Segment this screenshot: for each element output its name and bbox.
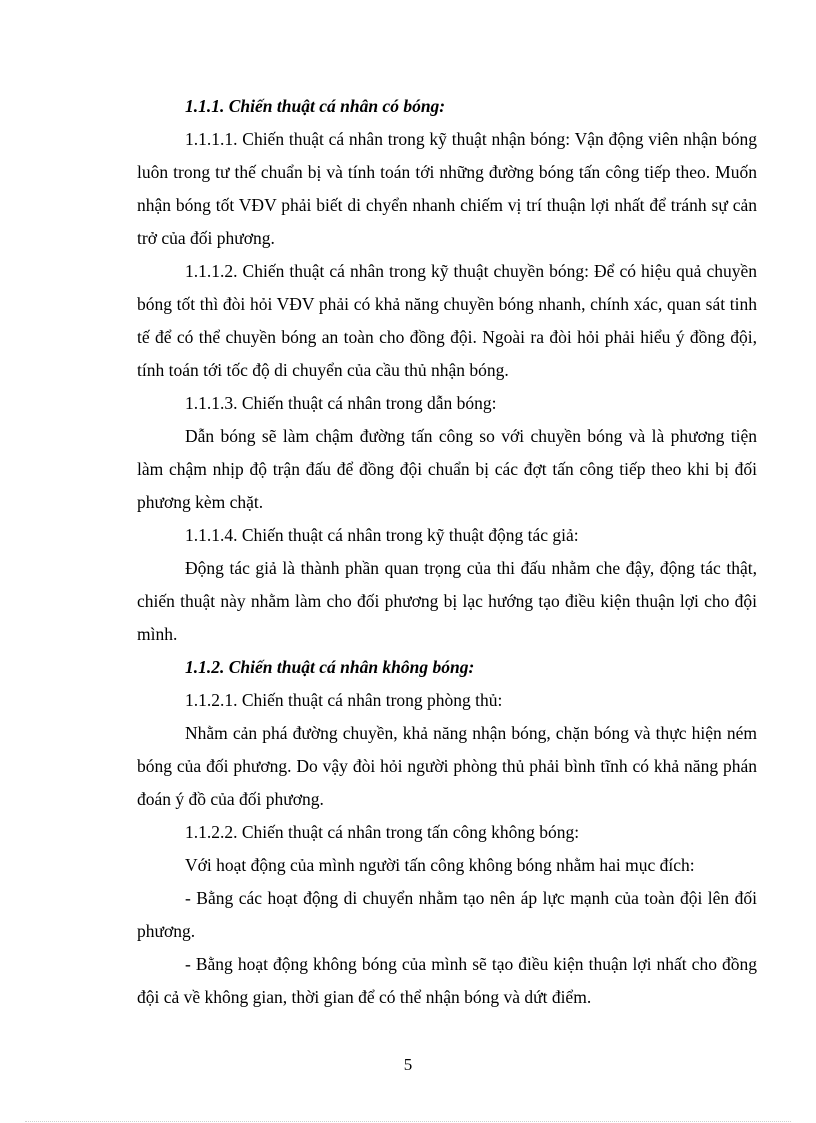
subheading-dribbling: 1.1.1.3. Chiến thuật cá nhân trong dẫn bóng: [185, 393, 497, 413]
paragraph-feint: Động tác giả là thành phần quan trọng của thi đấu nhằm che đậy, động tác thật, chiến thuật này nhằm làm cho đối phương bị lạc hướng tạo điều kiện thuận lợi cho đội mình. [137, 558, 757, 644]
list-item-pressure: - Bằng các hoạt động di chuyển nhằm tạo nên áp lực mạnh của toàn đội lên đối phương. [137, 888, 757, 941]
subheading-feint: 1.1.1.4. Chiến thuật cá nhân trong kỹ thuật động tác giả: [185, 525, 579, 545]
paragraph-defense: Nhằm cản phá đường chuyền, khả năng nhận bóng, chặn bóng và thực hiện ném bóng của đối phương. Do vậy đòi hỏi người phòng thủ phải bình tĩnh có khả năng phán đoán ý đồ của đối phương. [137, 723, 757, 809]
paragraph-dribbling: Dẫn bóng sẽ làm chậm đường tấn công so với chuyền bóng và là phương tiện làm chậm nhịp độ trận đấu để đồng đội chuẩn bị các đợt tấn công tiếp theo khi bị đối phương kèm chặt. [137, 426, 757, 512]
subheading-defense: 1.1.2.1. Chiến thuật cá nhân trong phòng thủ: [185, 690, 503, 710]
page-bottom-rule [25, 1121, 791, 1122]
paragraph-passing-tactics: 1.1.1.2. Chiến thuật cá nhân trong kỹ thuật chuyền bóng: Để có hiệu quả chuyền bóng tốt thì đòi hỏi VĐV phải có khả năng chuyền bóng nhanh, chính xác, quan sát tinh tế để có thể chuyền bóng an toàn cho đồng đội. Ngoài ra đòi hỏi phải hiểu ý đồng đội, tính toán tới tốc độ di chuyển của cầu thủ nhận bóng. [137, 261, 757, 380]
section-heading-1-1-2: 1.1.2. Chiến thuật cá nhân không bóng: [185, 657, 475, 677]
paragraph-receiving-tactics: 1.1.1.1. Chiến thuật cá nhân trong kỹ thuật nhận bóng: Vận động viên nhận bóng luôn trong tư thế chuẩn bị và tính toán tới những đường bóng tấn công tiếp theo. Muốn nhận bóng tốt VĐV phải biết di chyển nhanh chiếm vị trí thuận lợi nhất để tránh sự cản trở của đối phương. [137, 129, 757, 248]
page-number: 5 [403, 1055, 413, 1074]
document-body [137, 90, 757, 1014]
section-heading-1-1-1: 1.1.1. Chiến thuật cá nhân có bóng: [185, 96, 446, 116]
subheading-attack-off-ball: 1.1.2.2. Chiến thuật cá nhân trong tấn công không bóng: [185, 822, 580, 842]
list-item-space-creation: - Bằng hoạt động không bóng của mình sẽ tạo điều kiện thuận lợi nhất cho đồng đội cả về không gian, thời gian để có thể nhận bóng và dứt điểm. [137, 954, 757, 1007]
paragraph-attack-goals: Với hoạt động của mình người tấn công không bóng nhằm hai mục đích: [185, 855, 695, 875]
